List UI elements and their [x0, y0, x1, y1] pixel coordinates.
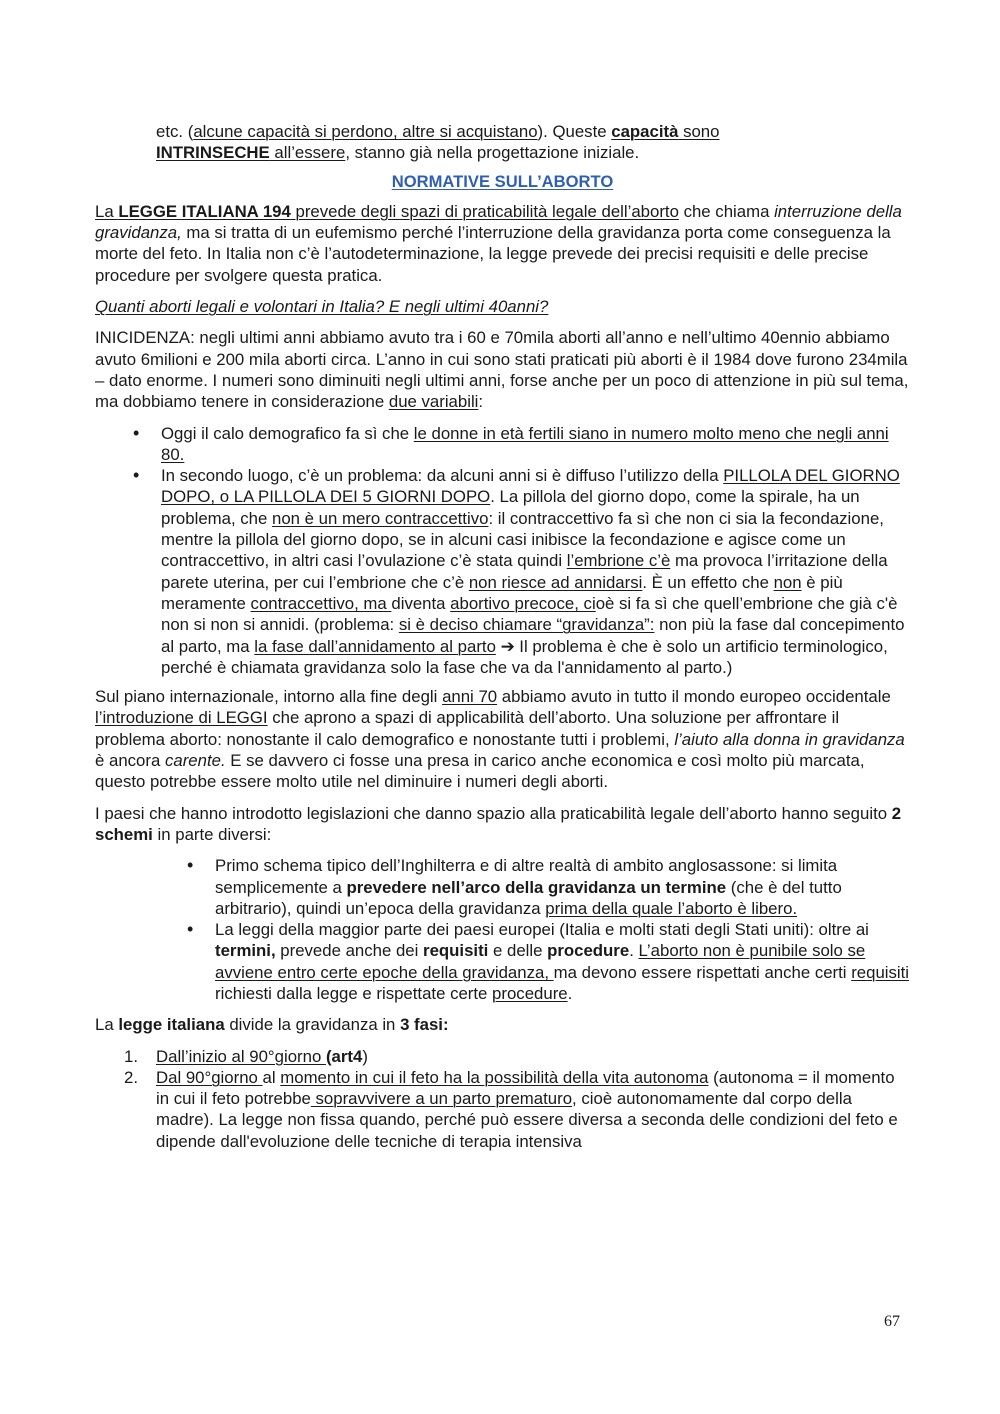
- underlined-text: alcune capacità si perdono, altre si acquistano: [193, 122, 538, 141]
- underlined-text: l’embrione c’è: [566, 551, 671, 571]
- intro-paragraph: [95, 121, 910, 164]
- text: etc. (: [156, 122, 194, 141]
- underlined-text: si è deciso chiamare “gravidanza”:: [398, 615, 655, 635]
- text: E se davvero ci fosse una presa in carico anche economica e così molto più marcata, questo potrebbe essere molto utile nel diminuire i numeri degli aborti.: [95, 751, 865, 792]
- text: ). Queste: [537, 122, 612, 141]
- underlined-text: sopravvivere a un parto prematuro: [310, 1089, 573, 1109]
- list-item: [161, 423, 910, 466]
- text: oè si fa sì che quell’embrione che già c'è non si non si annidi. (problema:: [161, 593, 898, 635]
- text: ma provoca l’irritazione della parete uterina, per cui l’embrione che c’è: [161, 551, 888, 592]
- underlined-text: l’introduzione di LEGGI: [95, 708, 268, 728]
- text: : il contraccettivo fa sì che non ci sia la fecondazione, mentre la pillola del giorno dopo, se in alcuni casi inibisce la fecondazione e agisce come un contraccettivo, in altri casi l’ovulazione c’è stata quindi: [161, 508, 884, 571]
- text: .: [629, 941, 639, 961]
- section-heading: NORMATIVE SULL’ABORTO: [391, 171, 614, 191]
- text: . La pillola del giorno dopo, come la spirale, ha un problema, che: [161, 487, 860, 528]
- bold-text: procedure: [547, 941, 630, 961]
- text: :: [478, 392, 484, 412]
- underlined-text: non è un mero contraccettivo: [272, 508, 489, 528]
- bold-text: 2 schemi: [95, 803, 902, 844]
- text: è più meramente: [161, 572, 843, 613]
- text: (che è del tutto arbitrario), quindi un’epoca della gravidanza: [215, 877, 842, 918]
- list-item: [124, 1046, 910, 1067]
- bold-text: requisiti: [423, 941, 489, 961]
- text: prevede anche dei: [275, 941, 424, 961]
- page-number: 67: [884, 1313, 900, 1330]
- underlined-text: Dal 90°giorno: [156, 1067, 263, 1087]
- text: INICIDENZA: negli ultimi anni abbiamo avuto tra i 60 e 70mila aborti all’anno e nell’ultimo 40ennio abbiamo avuto 6milioni e 200 mila aborti circa. L’anno in cui sono stati praticati più aborti è il 1984 dove furono 234mila – dato enorme. I numeri sono diminuiti negli ultimi anni, forse anche per un poco di attenzione in più sul tema, ma dobbiamo tenere in considerazione: [95, 328, 909, 412]
- underlined-text: La: [95, 201, 119, 221]
- list-item: [124, 1067, 910, 1152]
- underlined-text: non riesce ad annidarsi: [468, 572, 643, 592]
- text: divide la gravidanza in: [224, 1015, 401, 1035]
- text: La leggi della maggior parte dei paesi europei (Italia e molti stati degli Stati uniti): oltre ai: [215, 920, 869, 940]
- list-item: [215, 855, 910, 919]
- text: ➔ Il problema è che è solo un artificio terminologico, perché è chiamata gravidanza solo la fase che va da l'annidamento al parto.): [161, 636, 888, 677]
- text: . È un effetto che: [642, 572, 774, 592]
- list-number: 1.: [124, 1046, 138, 1066]
- incidenza-paragraph: [95, 327, 910, 412]
- legge-paragraph: [95, 201, 910, 286]
- underlined-text: requisiti: [851, 962, 910, 982]
- text: al: [262, 1067, 281, 1087]
- text: La: [95, 1015, 119, 1035]
- text: ma si tratta di un eufemismo perché l’interruzione della gravidanza porta come conseguenza la morte del feto. In Italia non c’è l’autodeterminazione, la legge prevede dei precisi requisiti e delle precise procedure per svolgere questa pratica.: [95, 223, 891, 285]
- text: , cioè autonomamente dal corpo della madre). La legge non fissa quando, perché può essere diversa a seconda delle condizioni del feto e dipende dall'evoluzione delle tecniche di terapia intensiva: [156, 1089, 898, 1151]
- list-item: [161, 465, 910, 678]
- text: , stanno già nella progettazione iniziale.: [345, 143, 640, 163]
- text: Sul piano internazionale, intorno alla fine degli: [95, 687, 443, 707]
- italic-text: carente.: [164, 751, 226, 771]
- bold-text: termini,: [215, 941, 276, 961]
- bold-text: prevedere nell’arco della gravidanza un termine: [346, 877, 727, 897]
- underlined-text: all’essere: [269, 143, 346, 163]
- underlined-text: L’aborto non è punibile solo se avviene entro certe epoche della gravidanza,: [215, 941, 866, 982]
- bold-text: LEGGE ITALIANA 194: [118, 201, 291, 221]
- list-item: [215, 919, 910, 1004]
- phases-list: [95, 1046, 910, 1152]
- text: non più la fase dal concepimento al parto, ma: [161, 615, 905, 656]
- underlined-text: abortivo precoce, ci: [450, 593, 596, 613]
- text: Primo schema tipico dell’Inghilterra e di altre realtà di ambito anglosassone: si limita semplicemente a: [215, 856, 838, 897]
- text: e delle: [488, 941, 548, 961]
- bold-text: (art4: [325, 1046, 363, 1066]
- italic-text: interruzione della gravidanza,: [95, 201, 902, 243]
- bold-text: capacità: [611, 122, 679, 141]
- underlined-text: momento in cui il feto ha la possibilità della vita autonoma: [280, 1067, 709, 1087]
- underlined-text: prima della quale l’aborto è libero.: [545, 898, 798, 918]
- bold-text: legge italiana: [118, 1015, 225, 1035]
- underlined-text: procedure: [492, 983, 568, 1003]
- text: In secondo luogo, c’è un problema: da alcuni anni si è diffuso l’utilizzo della: [161, 466, 724, 486]
- text: .: [567, 983, 573, 1003]
- paesi-paragraph: [95, 803, 910, 846]
- text: Oggi il calo demografico fa sì che: [161, 423, 414, 443]
- text: in parte diversi:: [152, 824, 272, 844]
- question-line: [95, 296, 910, 317]
- page-content: [95, 121, 910, 1152]
- text: ma devono essere rispettati anche certi: [553, 962, 852, 982]
- underlined-text: Dall’inizio al 90°giorno: [156, 1046, 326, 1066]
- underlined-text: le donne in età fertili siano in numero molto meno che negli anni 80.: [161, 423, 889, 464]
- underlined-text: anni 70: [442, 687, 498, 707]
- bold-text: 3 fasi:: [400, 1015, 449, 1035]
- underlined-text: Quanti aborti legali e volontari in Italia? E negli ultimi 40anni?: [95, 297, 549, 317]
- text: ): [362, 1046, 368, 1066]
- internazionale-paragraph: [95, 686, 910, 792]
- underlined-text: sono: [678, 122, 720, 141]
- fasi-paragraph: [95, 1014, 910, 1035]
- text: che aprono a spazi di applicabilità dell’aborto. Una soluzione per affrontare il problema aborto: nonostante il calo demografico e nonostante tutti i problemi,: [95, 708, 840, 749]
- underlined-text: la fase dall’annidamento al parto: [254, 636, 496, 656]
- italic-text: l’aiuto alla donna in gravidanza: [674, 729, 905, 749]
- underlined-text: due variabili: [388, 392, 479, 412]
- underlined-text: non: [773, 572, 802, 592]
- text: richiesti dalla legge e rispettate certe: [215, 983, 493, 1003]
- underlined-text: prevede degli spazi di praticabilità legale dell’aborto: [290, 201, 679, 221]
- text: I paesi che hanno introdotto legislazioni che danno spazio alla praticabilità legale dell’aborto hanno seguito: [95, 803, 892, 823]
- text: è ancora: [95, 751, 165, 771]
- bold-text: INTRINSECHE: [156, 143, 270, 163]
- text: (autonoma = il momento in cui il feto potrebbe: [156, 1067, 895, 1109]
- list-number: 2.: [124, 1067, 138, 1087]
- schemes-list: [95, 855, 910, 1004]
- text: abbiamo avuto in tutto il mondo europeo occidentale: [497, 687, 891, 707]
- variables-list: [95, 423, 910, 679]
- underlined-text: contraccettivo, ma: [250, 593, 392, 613]
- underlined-text: PILLOLA DEL GIORNO DOPO, o LA PILLOLA DEI 5 GIORNI DOPO: [161, 466, 900, 507]
- text: che chiama: [678, 201, 775, 221]
- text: diventa: [391, 593, 451, 613]
